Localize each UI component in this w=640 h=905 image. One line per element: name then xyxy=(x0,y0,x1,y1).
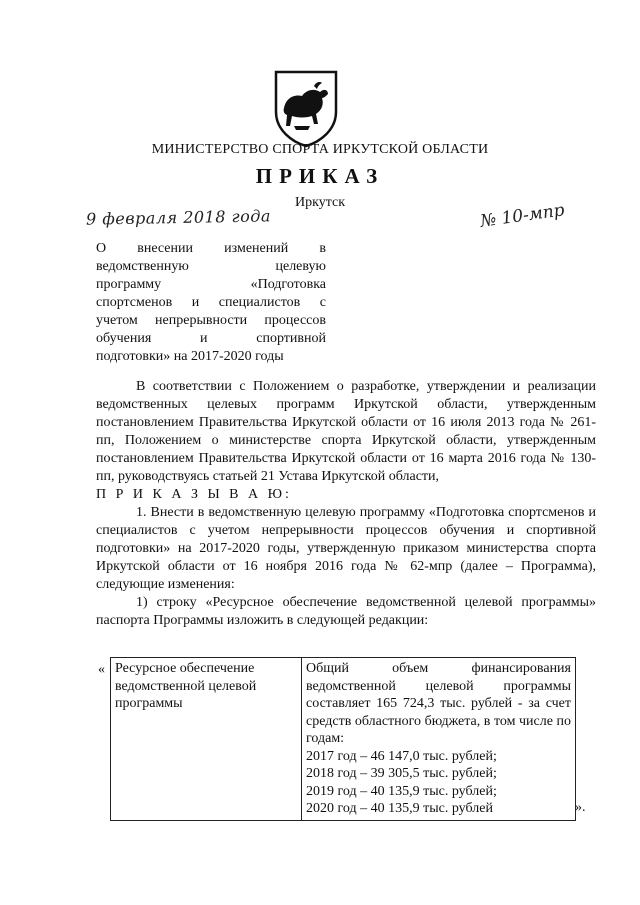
row-value-cell xyxy=(302,658,576,821)
subject-line: учетом непрерывности процессов xyxy=(96,313,326,328)
resource-table xyxy=(110,657,576,821)
year-amount: 2019 год – 40 135,9 тыс. рублей; xyxy=(306,783,497,799)
order-subject xyxy=(96,240,326,366)
order-body xyxy=(96,378,596,630)
subject-line: ведомственную целевую xyxy=(96,259,326,274)
year-amount: 2018 год – 39 305,5 тыс. рублей; xyxy=(306,766,497,781)
year-amount: 2020 год – 40 135,9 тыс. рублей xyxy=(306,801,493,816)
quote-open-mark: « xyxy=(98,662,105,677)
document-title: ПРИКАЗ xyxy=(255,164,385,188)
handwritten-date: 9 февраля 2018 года xyxy=(85,206,272,229)
preamble-paragraph: В соответствии с Положением о разработке, утверждении и реализации ведомственных целевых программ Иркутской области, утвержденным постановлением Правительства Иркутской области от 16 июля 2013 года № 261-пп, Положением о министерстве спорта Иркутской области, утвержденным постановлением Правительства Иркутской области от 16 марта 2016 года № 130-пп, руководствуясь статьей 21 Устава Иркутской области, xyxy=(96,379,596,484)
subject-line: О внесении изменений в xyxy=(96,241,326,256)
handwritten-number: № 10-мпр xyxy=(479,200,566,232)
subject-line: программу «Подготовка xyxy=(96,277,326,292)
order-directive: П Р И К А З Ы В А Ю: xyxy=(96,487,292,502)
subject-line: подготовки» на 2017-2020 годы xyxy=(96,349,284,364)
financing-intro: Общий объем финансирования ведомственной целевой программы составляет 165 724,3 тыс. рублей - за счет средств областного бюджета, в том числе по годам: xyxy=(306,661,571,746)
year-amount: 2017 год – 46 147,0 тыс. рублей; xyxy=(306,748,497,764)
subject-line: обучения и спортивной xyxy=(96,331,326,346)
sub-item-1-paragraph: 1) строку «Ресурсное обеспечение ведомственной целевой программы» паспорта Программы изложить в следующей редакции: xyxy=(96,595,596,628)
coat-of-arms-icon xyxy=(270,68,342,148)
table-row xyxy=(111,658,576,821)
row-label-cell: Ресурсное обеспечение ведомственной целевой программы xyxy=(111,658,302,821)
ministry-name: МИНИСТЕРСТВО СПОРТА ИРКУТСКОЙ ОБЛАСТИ xyxy=(151,142,489,157)
quote-close-mark: ». xyxy=(575,800,586,815)
item-1-paragraph: 1. Внести в ведомственную целевую программу «Подготовка спортсменов и специалистов с учетом непрерывности процессов обучения и спортивной подготовки» на 2017-2020 годы, утвержденную приказом министерства спорта Иркутской области от 16 ноября 2016 года № 62-мпр (далее – Программа), следующие изменения: xyxy=(96,505,596,592)
subject-line: спортсменов и специалистов с xyxy=(96,295,326,310)
city-name: Иркутск xyxy=(294,195,346,210)
